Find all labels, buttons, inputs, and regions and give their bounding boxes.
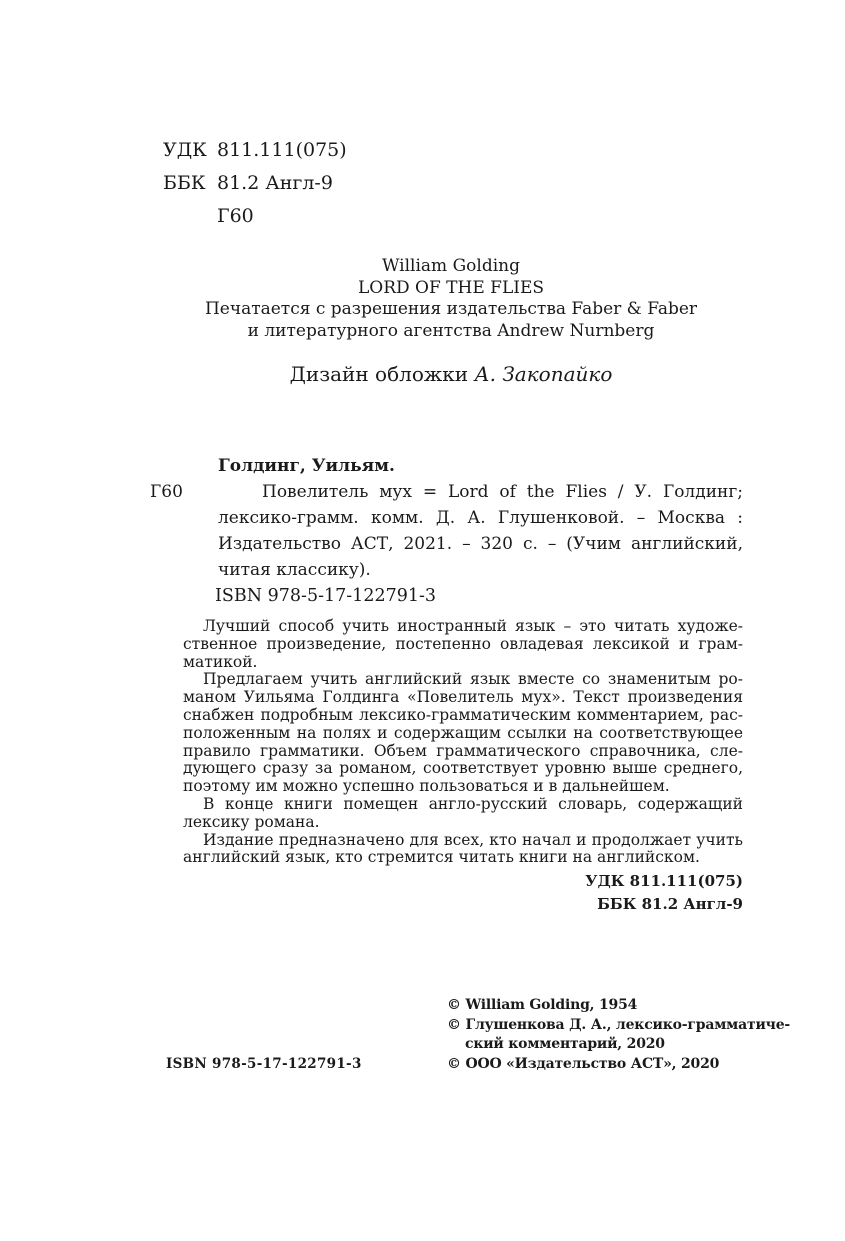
copyright-line: © ООО «Издательство АСТ», 2020 <box>447 1055 720 1072</box>
catalog-line: читая классику). <box>218 560 371 580</box>
annotation-line: Предлагаем учить английский язык вместе со знаменитым ро- <box>203 670 743 689</box>
permission-line-1: Печатается с разрешения издательства Faber & Faber <box>204 299 698 319</box>
author-sign: Г60 <box>217 205 254 227</box>
original-title-line: LORD OF THE FLIES <box>357 277 545 298</box>
annotation-line: ственное произведение, постепенно овладевая лексикой и грам- <box>183 634 743 653</box>
title-block <box>161 256 741 342</box>
annotation-line: лексику романа. <box>183 812 320 831</box>
annotation-line: дующего сразу за романом, соответствует уровню выше среднего, <box>183 759 743 778</box>
annotation-paragraph <box>183 671 743 796</box>
annotation-block <box>183 618 743 867</box>
copyright-block <box>447 996 790 1074</box>
cover-design-prefix: Дизайн обложки <box>289 362 475 386</box>
annotation-line: положенным на полях и содержащим ссылки на соответствующее <box>183 723 743 742</box>
cover-design-credit <box>161 362 741 386</box>
classification-block-right <box>585 870 743 916</box>
annotation-line: В конце книги помещен англо-русский словарь, содержащий <box>203 794 743 813</box>
copyright-line: © William Golding, 1954 <box>447 997 638 1013</box>
copyright-line: © Глушенкова Д. А., лексико-грамматиче- <box>447 1016 791 1033</box>
annotation-line: поэтому им можно успешно пользоваться и в дальнейшем. <box>183 777 670 796</box>
annotation-line: снабжен подробным лексико-грамматическим комментарием, рас- <box>183 705 743 724</box>
classification-block-top <box>163 134 347 233</box>
catalog-author-heading: Голдинг, Уильям. <box>218 456 395 476</box>
annotation-line: английский язык, кто стремится читать книги на английском. <box>183 848 700 867</box>
catalog-entry-body <box>150 479 743 583</box>
udk-label: УДК <box>163 139 207 161</box>
catalog-code: Г60 <box>150 482 183 502</box>
catalog-line: Повелитель мух = Lord of the Flies / У. Голдинг; <box>262 482 743 502</box>
annotation-line: Лучший способ учить иностранный язык – это читать художе- <box>203 617 743 635</box>
annotation-line: матикой. <box>183 652 258 671</box>
bbk-label: ББК <box>163 172 206 194</box>
catalog-line: лексико-грамм. комм. Д. А. Глушенковой. – Москва : <box>218 508 743 528</box>
isbn-number-bottom: ISBN 978-5-17-122791-3 <box>166 1056 362 1072</box>
udk-value: 811.111(075) <box>217 139 347 161</box>
bbk-value: 81.2 Англ-9 <box>217 172 333 194</box>
annotation-paragraph <box>183 796 743 832</box>
isbn-number-top: ISBN 978-5-17-122791-3 <box>215 586 437 606</box>
cover-designer-name: А. Закопайко <box>474 362 613 386</box>
annotation-paragraph <box>183 618 743 671</box>
permission-line-2: и литературного агентства Andrew Nurnberg <box>247 320 655 341</box>
bbk-right-line: ББК 81.2 Англ-9 <box>597 895 743 913</box>
annotation-line: Издание предназначено для всех, кто начал и продолжает учить <box>203 830 743 849</box>
annotation-line: маном Уильяма Голдинга «Повелитель мух». Текст произведения <box>183 688 743 707</box>
udk-right-line: УДК 811.111(075) <box>585 872 743 890</box>
annotation-paragraph <box>183 832 743 868</box>
copyright-line-continuation: ский комментарий, 2020 <box>465 1036 665 1052</box>
catalog-line: Издательство АСТ, 2021. – 320 с. – (Учим английский, <box>218 534 743 554</box>
original-author-line: William Golding <box>382 256 520 276</box>
author-sign-row <box>163 200 347 233</box>
annotation-line: правило грамматики. Объем грамматического справочника, сле- <box>183 741 743 760</box>
udk-row <box>163 134 347 167</box>
bbk-row <box>163 167 347 200</box>
catalog-entry <box>150 453 743 583</box>
